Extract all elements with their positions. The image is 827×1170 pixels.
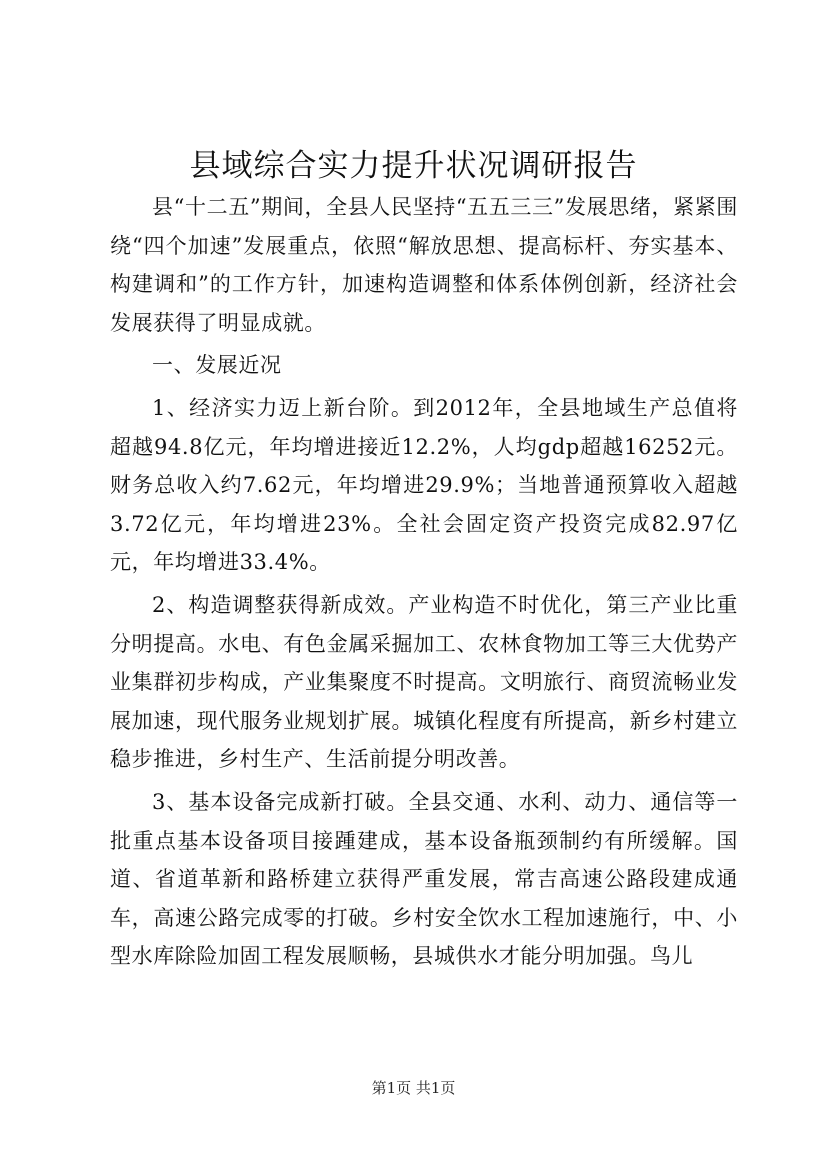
- paragraph-economic-strength: 1、经济实力迈上新台阶。到2012年，全县地域生产总值将超越94.8亿元，年均增进接近12.2%，人均gdp超越16252元。财务总收入约7.62元，年均增进29.9%；当地普通预算收入超越3.72亿元，年均增进23%。全社会固定资产投资完成82.97亿元，年均增进33.4%。: [110, 395, 738, 575]
- page-footer: 第1页 共1页: [371, 1079, 456, 1097]
- paragraph-structural-adjustment: 2、构造调整获得新成效。产业构造不时优化，第三产业比重分明提高。水电、有色金属采掘加工、农林食物加工等三大优势产业集群初步构成，产业集聚度不时提高。文明旅行、商贸流畅业发展加速，现代服务业规划扩展。城镇化程度有所提高，新乡村建立稳步推进，乡村生产、生活前提分明改善。: [110, 592, 738, 772]
- paragraph-infrastructure: 3、基本设备完成新打破。全县交通、水利、动力、通信等一批重点基本设备项目接踵建成，基本设备瓶颈制约有所缓解。国道、省道革新和路桥建立获得严重发展，常吉高速公路段建成通车，高速公路完成零的打破。乡村安全饮水工程加速施行，中、小型水库除险加固工程发展顺畅，县城供水才能分明加强。鸟儿: [110, 789, 738, 969]
- document-title: 县域综合实力提升状况调研报告: [189, 148, 638, 184]
- section-heading-development-status: 一、发展近况: [152, 353, 282, 378]
- paragraph-intro: 县“十二五”期间，全县人民坚持“五五三三”发展思绪，紧紧围绕“四个加速”发展重点，依照“解放思想、提高标杆、夯实基本、构建调和”的工作方针，加速构造调整和体系体例创新，经济社会发展获得了明显成就。: [110, 195, 738, 335]
- document-body: [110, 188, 738, 976]
